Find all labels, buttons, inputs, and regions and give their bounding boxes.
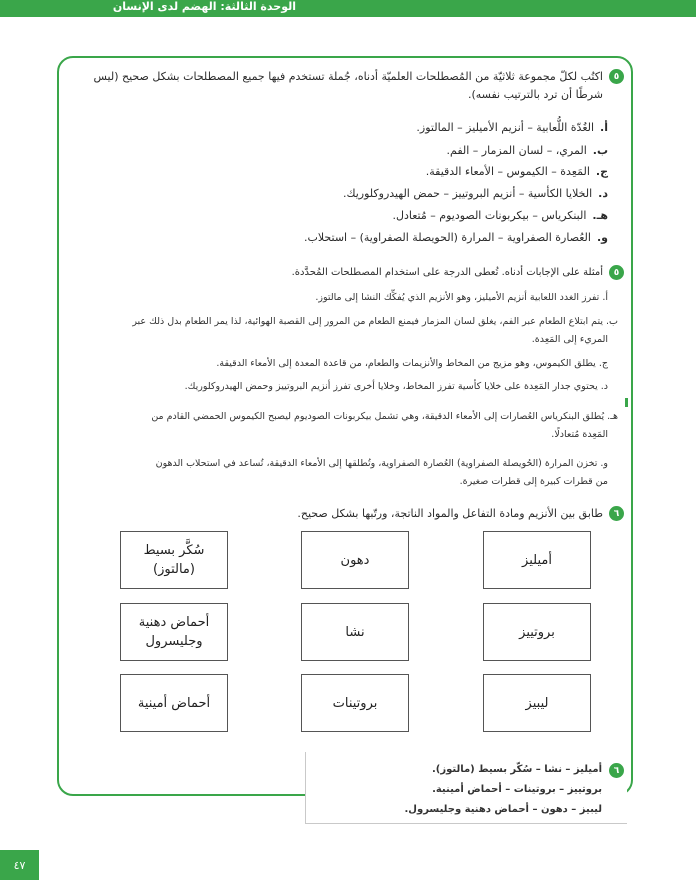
answer-5-a: أ. تفرز الغدد اللعابية أنزيم الأميليز، وهو الأنزيم الذي يُفكِّك النشا إلى مالتوز.: [315, 292, 608, 303]
question-5b: [84, 264, 624, 282]
answer-5-d: د. يحتوي جدار المَعِدة على خلايا كأسية تفرز المخاط، وخلايا أخرى تفرز أنزيم البروتييز وحمض الهيدروكلوريك.: [184, 381, 608, 392]
answer-5-b-cont: المريء إلى المَعِدة.: [531, 334, 608, 345]
answer-5-e-cont: المَعِدة مُتعادلًا.: [551, 429, 608, 440]
side-marker: [625, 398, 628, 407]
q5a-item-d: د.الخلايا الكأسية – أنزيم البروتييز – حمض الهيدروكلوريك.: [342, 187, 608, 200]
q5a-item-f: و.العُصارة الصفراوية – المرارة (الحويصلة الصفراوية) – استحلاب.: [304, 231, 608, 244]
answer-5-b: ب. يتم ابتلاع الطعام عبر الفم، يغلق لسان المزمار فيمنع الطعام من المرور إلى القصبة الهوائية، لذا يمر الطعام بدل ذلك عبر: [132, 316, 618, 327]
unit-header-bar: [0, 0, 696, 17]
enzyme-box: ليبيز: [483, 674, 591, 732]
answer-5-f: و. تخزن المرارة (الحُويصلة الصفراوية) العُصارة الصفراوية، وتُطلقها إلى الأمعاء الدقيقة، تُساعد في استحلاب الدهون: [155, 458, 608, 469]
question-5b-prompt: أمثلة على الإجابات أدناه. تُعطى الدرجة على استخدام المصطلحات المُحدَّدة.: [291, 267, 603, 278]
question-number-badge: ٥: [609, 69, 624, 84]
product-box: أحماض دهنية وجليسرول: [120, 603, 228, 661]
page-number: ٤٧: [0, 850, 39, 880]
substrate-box: بروتينات: [301, 674, 409, 732]
question-number-badge: ٥: [609, 265, 624, 280]
question-5a: [84, 68, 624, 104]
enzyme-box: أميليز: [483, 531, 591, 589]
question-5a-prompt: اكتُب لكلّ مجموعة ثلاثيّة من المُصطلحات العلميّة أدناه، جُملة تستخدم فيها جميع المصطلحات بشكل صحيح (ليس شرطًا أن ترد بالترتيب نفسه).: [93, 70, 603, 101]
q5a-item-a: أ.الغُدّة اللُّعابية – أنزيم الأميليز – المالتوز.: [416, 121, 608, 134]
answer-6-line: بروتييز – بروتينات – أحماض أمينية.: [432, 784, 602, 795]
answer-number-badge: ٦: [609, 763, 624, 778]
substrate-box: نشا: [301, 603, 409, 661]
question-number-badge: ٦: [609, 506, 624, 521]
enzyme-box: بروتييز: [483, 603, 591, 661]
answer-5-c: ج. يطلق الكيموس، وهو مزيج من المخاط والأنزيمات والطعام، من قاعدة المعدة إلى الأمعاء الدقيقة.: [216, 358, 608, 369]
question-6: [84, 505, 624, 523]
product-box: سُكَّر بسيط (مالتوز): [120, 531, 228, 589]
substrate-box: دهون: [301, 531, 409, 589]
answer-5-e: هـ. يُطلق البنكرياس العُصارات إلى الأمعاء الدقيقة، وهي تشمل بيكربونات الصوديوم ليصبح الكيموس الحمضي القادم من: [151, 411, 618, 422]
answer-5-f-cont: من قطرات كبيرة إلى قطرات صغيرة.: [459, 476, 608, 487]
q5a-item-b: ب.المري، – لسان المزمار – الفم.: [446, 144, 608, 157]
product-box: أحماض أمينية: [120, 674, 228, 732]
unit-title: الوحدة الثالثة: الهضم لدى الإنسان: [112, 0, 296, 13]
question-6-prompt: طابق بين الأنزيم ومادة التفاعل والمواد الناتجة، ورتّبها بشكل صحيح.: [297, 507, 603, 520]
q5a-item-e: هـ.البنكرياس – بيكربونات الصوديوم – مُتعادل.: [392, 209, 608, 222]
answer-6-line: أميليز – نشا – سُكّر بسيط (مالتوز).: [432, 764, 602, 775]
q5a-item-c: ج.المَعِدة – الكيموس – الأمعاء الدقيقة.: [425, 165, 608, 178]
answer-6-line: ليبيز – دهون – أحماض دهنية وجليسرول.: [404, 804, 602, 815]
